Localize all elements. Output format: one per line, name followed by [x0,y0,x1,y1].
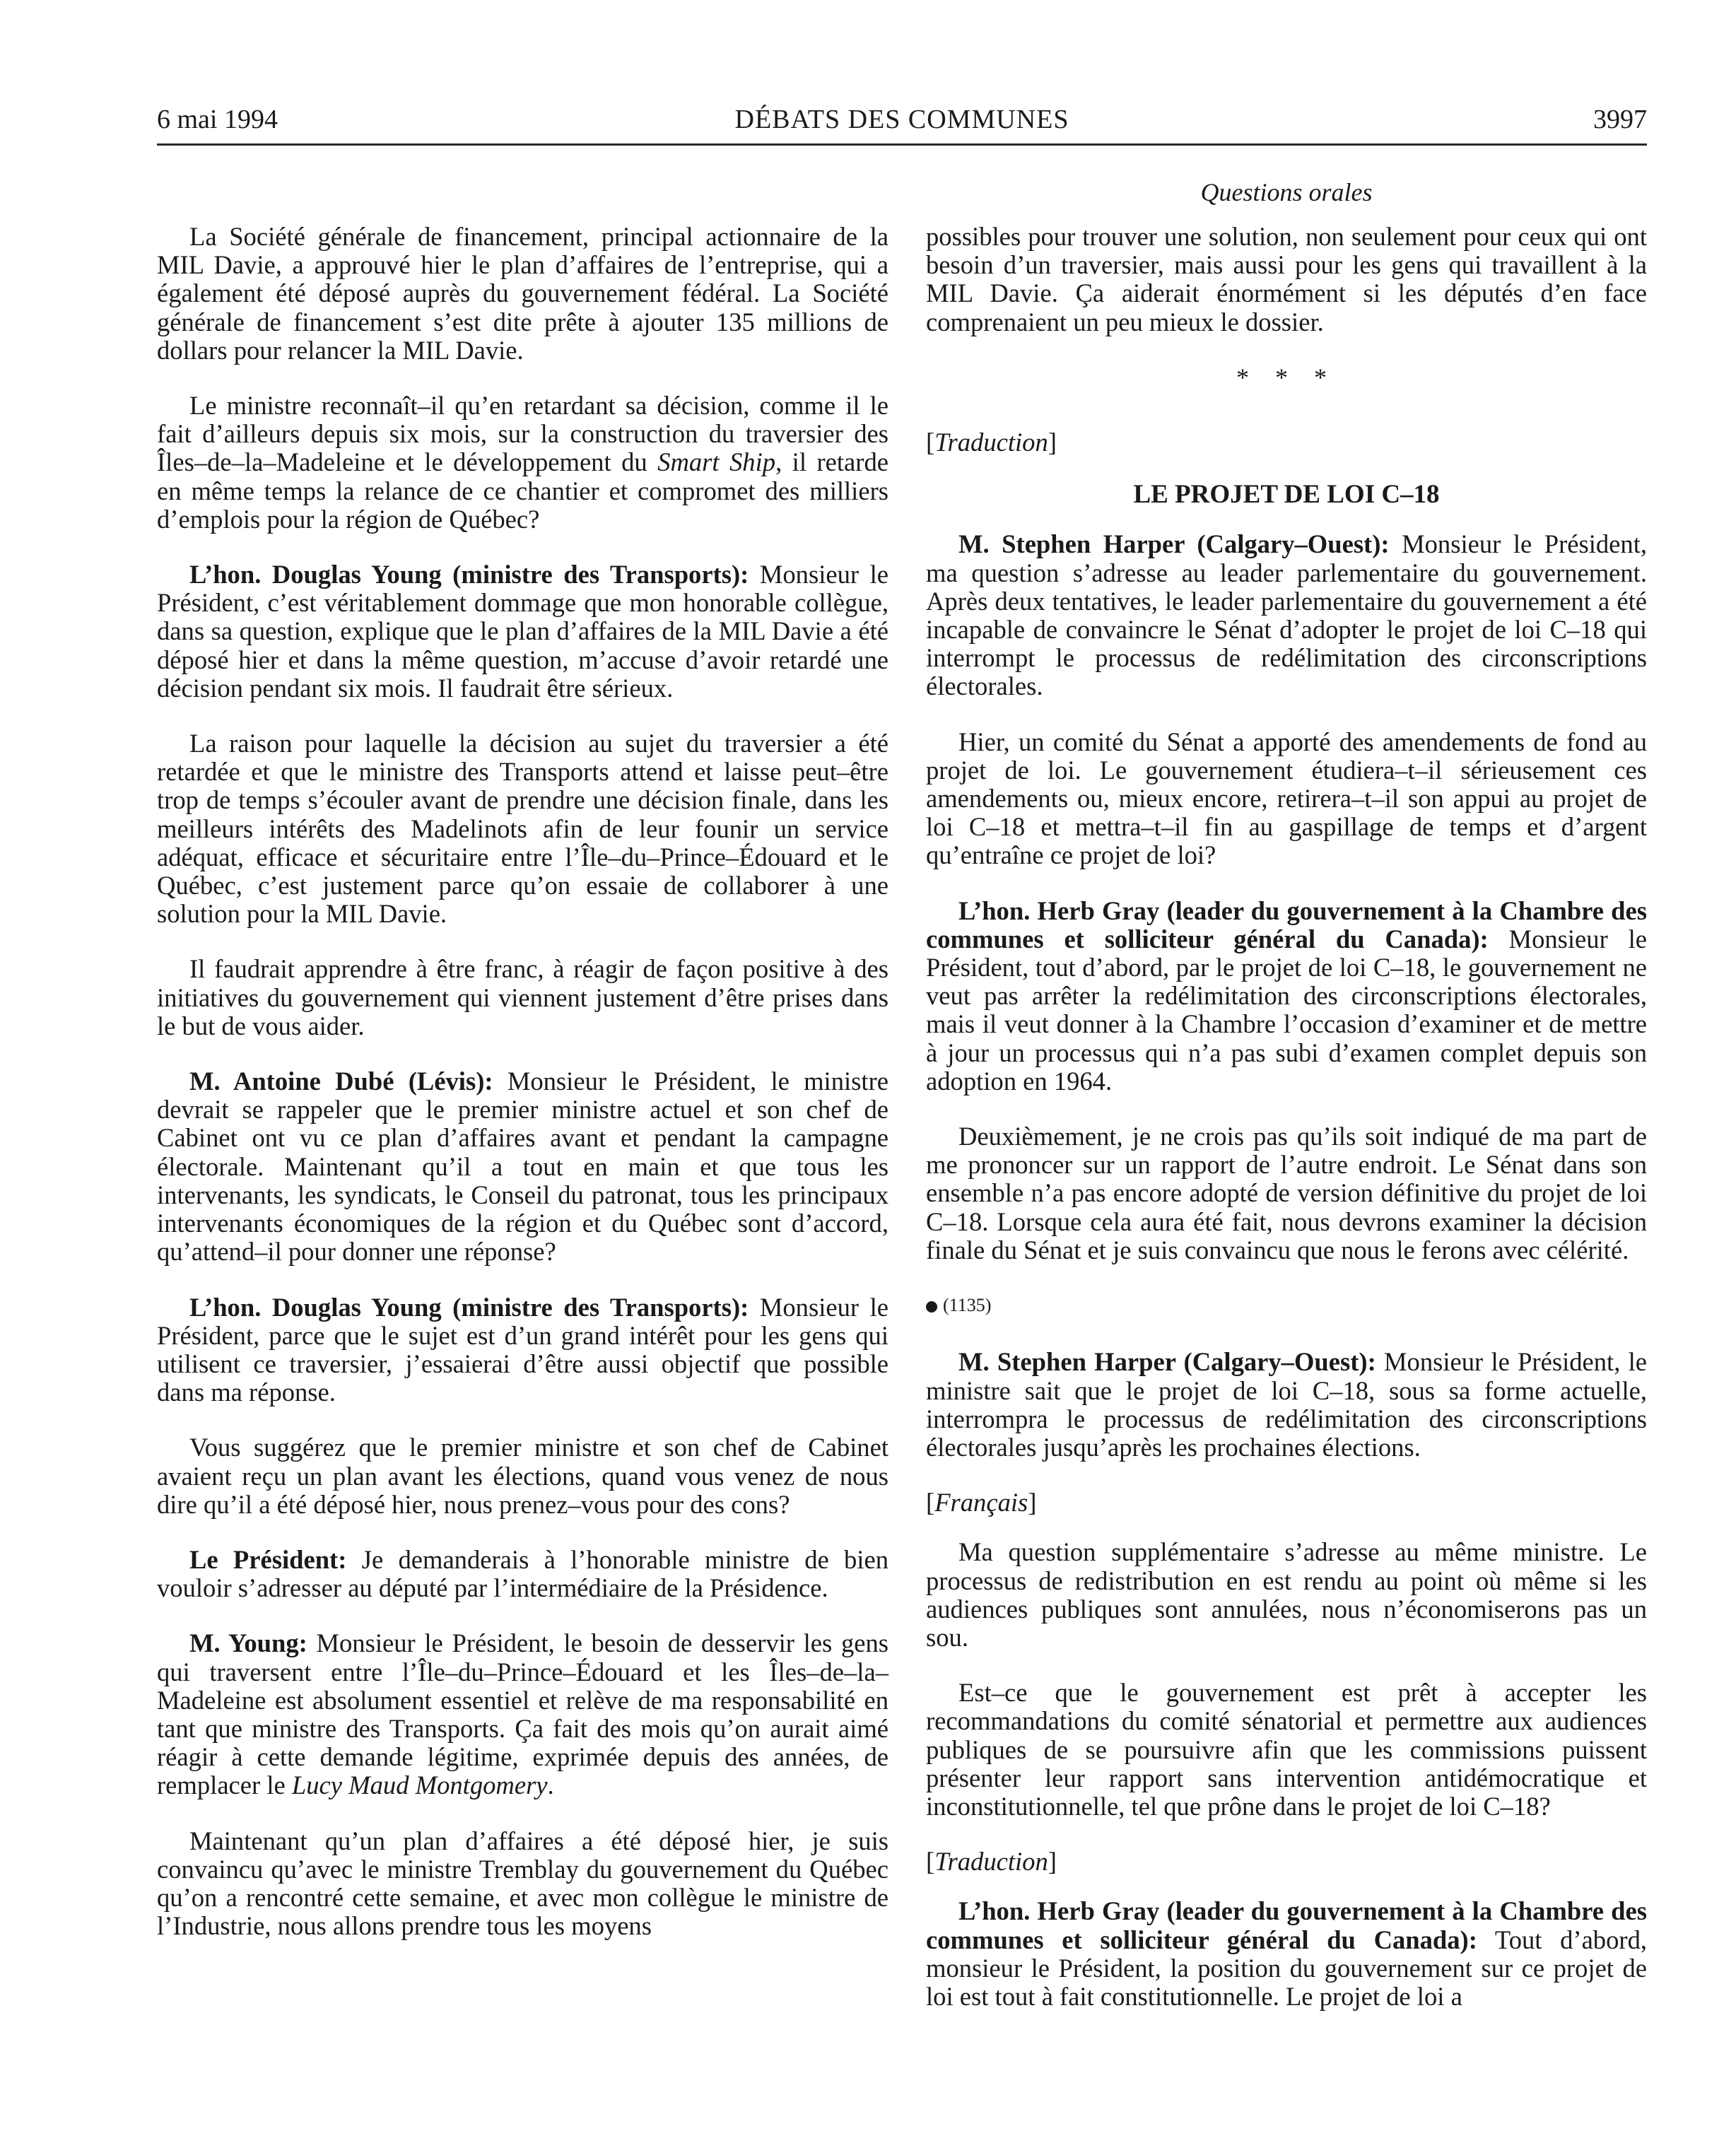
section-heading: LE PROJET DE LOI C–18 [1133,480,1440,510]
paragraph: possibles pour trouver une solution, non seulement pour ceux qui ont besoin d’un traversier, mais aussi pour les gens qui travaillent à la MIL Davie. Ça aiderait énormément si les députés d’en face comprenaient un peu mieux le dossier. [926,222,1647,336]
speaker-name: M. Stephen Harper (Calgary–Ouest): [958,529,1390,559]
paragraph: Maintenant qu’un plan d’affaires a été déposé hier, je suis convaincu qu’avec le ministre Tremblay du gouvernement du Québec qu’on a rencontré cette semaine, et avec mon collègue le ministre de l’Industrie, nous allons prendre tous les moyens [157,1826,888,1941]
right-column [926,223,1647,2038]
bullet-icon [926,1301,937,1313]
paragraph: Le ministre reconnaît–il qu’en retardant sa décision, comme il le fait d’ailleurs depuis six mois, sur la construction du traversier des Îles–de–la–Madeleine et le développement du Smart Ship, il retarde en même temps la relance de ce chantier et compromet des milliers d’emplois pour la région de Québec? [157,391,888,534]
speaker-name: M. Young: [189,1628,307,1658]
paragraph: Vous suggérez que le premier ministre et son chef de Cabinet avaient reçu un plan avant les élections, quand vous venez de nous dire qu’il a été déposé hier, nous prenez–vous pour des cons? [157,1433,888,1519]
language-marker: [Traduction] [926,1847,1057,1877]
section-label: Questions orales [1200,178,1373,206]
header-page-number: 3997 [1593,105,1647,134]
header-date: 6 mai 1994 [157,105,278,134]
header-rule [157,143,1647,146]
paragraph: Est–ce que le gouvernement est prêt à accepter les recommandations du comité sénatorial et permettre aux audiences publiques de se poursuivre afin que les commissions puissent présenter leur rapport sans intervention antidémocratique et inconstitutionnelle, tel que prône dans le projet de loi C–18? [926,1678,1647,1821]
paragraph: M. Antoine Dubé (Lévis): Monsieur le Président, le ministre devrait se rappeler que le premier ministre actuel et son chef de Cabinet ont vu ce plan d’affaires avant et pendant la campagne électorale. Maintenant qu’il a tout en main et que tous les intervenants, les syndicats, le Conseil du patronat, tous les principaux intervenants économiques de la région et du Québec sont d’accord, qu’attend–il pour donner une réponse? [157,1067,888,1267]
paragraph: M. Stephen Harper (Calgary–Ouest): Monsieur le Président, le ministre sait que le projet de loi C–18, sous sa forme actuelle, interrompra le processus de redélimitation des circonscriptions électorales jusqu’après les prochaines élections. [926,1347,1648,1462]
paragraph: M. Young: Monsieur le Président, le besoin de desservir les gens qui traversent entre l’Île–du–Prince–Édouard et les Îles–de–la–Madeleine est absolument essentiel et relève de ma responsabilité en tant que ministre des Transports. Ça fait des mois qu’on aurait aimé réagir à cette demande légitime, exprimée depuis des années, de remplacer le Lucy Maud Montgomery. [157,1628,889,1800]
section-separator: * * * [1236,363,1337,392]
timestamp: (1135) [926,1291,1647,1320]
speaker-name: M. Antoine Dubé (Lévis): [189,1067,493,1096]
paragraph: Deuxièmement, je ne crois pas qu’ils soit indiqué de ma part de me prononcer sur un rapport de l’autre endroit. Le Sénat dans son ensemble n’a pas encore adopté de version définitive du projet de loi C–18. Lorsque cela aura été fait, nous devrons examiner la décision finale du Sénat et je suis convaincu que nous le ferons avec célérité. [926,1122,1647,1264]
paragraph: La raison pour laquelle la décision au sujet du traversier a été retardée et que le ministre des Transports attend et laisse peut–être trop de temps s’écouler avant de prendre une décision finale, dans les meilleurs intérêts des Madelinots afin de leur founir un service adéquat, efficace et sécuritaire entre l’Île–du–Prince–Édouard et le Québec, c’est justement parce qu’on essaie de collaborer à une solution pour la MIL Davie. [157,729,888,929]
paragraph: Il faudrait apprendre à être franc, à réagir de façon positive à des initiatives du gouvernement qui viennent justement d’être prises dans le but de vous aider. [157,954,888,1040]
speaker-name: Le Président: [189,1544,347,1574]
speaker-name: L’hon. Douglas Young (ministre des Transports): [189,560,749,589]
paragraph: La Société générale de financement, principal actionnaire de la MIL Davie, a approuvé hier le plan d’affaires de l’entreprise, qui a également été déposé auprès du gouvernement fédéral. La Société générale de financement s’est dite prête à ajouter 135 millions de dollars pour relancer la MIL Davie. [157,222,888,365]
speaker-name: L’hon. Herb Gray (leader du gouvernement à la Chambre des communes et solliciteur général du Canada): [926,896,1647,953]
language-marker: [Traduction] [926,428,1057,457]
header-title: DÉBATS DES COMMUNES [734,105,1069,134]
paragraph: L’hon. Douglas Young (ministre des Transports): Monsieur le Président, c’est véritablement dommage que mon honorable collègue, dans sa question, explique que le plan d’affaires de la MIL Davie a été déposé hier et dans la même question, m’accuse d’avoir retardé une décision pendant six mois. Il faudrait être sérieux. [157,560,888,703]
language-marker: [Français] [926,1488,1037,1517]
left-column [157,223,888,1967]
paragraph: L’hon. Herb Gray (leader du gouvernement à la Chambre des communes et solliciteur général du Canada): Monsieur le Président, tout d’abord, par le projet de loi C–18, le gouvernement ne veut pas arrêter la redélimitation des circonscriptions électorales, mais il veut donner à la Chambre l’occasion d’examiner et de mettre à jour un processus qui n’a pas subi d’examen complet depuis son adoption en 1964. [926,896,1647,1096]
speaker-name: M. Stephen Harper (Calgary–Ouest): [958,1347,1376,1377]
page-header [157,103,1647,146]
speaker-name: L’hon. Douglas Young (ministre des Transports): [189,1292,749,1322]
paragraph: L’hon. Douglas Young (ministre des Transports): Monsieur le Président, parce que le sujet est d’un grand intérêt pour les gens qui utilisent ce traversier, j’essaierai d’être aussi objectif que possible dans ma réponse. [157,1292,888,1407]
paragraph: M. Stephen Harper (Calgary–Ouest): Monsieur le Président, ma question s’adresse au leader parlementaire du gouvernement. Après deux tentatives, le leader parlementaire du gouvernement a été incapable de convaincre le Sénat d’adopter le projet de loi C–18 qui interrompt le processus de redélimitation des circonscriptions électorales. [926,529,1647,701]
paragraph: Hier, un comité du Sénat a apporté des amendements de fond au projet de loi. Le gouvernement étudiera–t–il sérieusement ces amendements ou, mieux encore, retirera–t–il son appui au projet de loi C–18 et mettra–t–il fin au gaspillage de temps et d’argent qu’entraîne ce projet de loi? [926,727,1647,870]
speaker-name: L’hon. Herb Gray (leader du gouvernement à la Chambre des communes et solliciteur général du Canada): [926,1896,1647,1954]
paragraph: Ma question supplémentaire s’adresse au même ministre. Le processus de redistribution en est rendu au point où même si les audiences publiques sont annulées, nous n’économiserons pas un sou. [926,1537,1647,1652]
paragraph: Le Président: Je demanderais à l’honorable ministre de bien vouloir s’adresser au député par l’intermédiaire de la Présidence. [157,1544,888,1603]
paragraph: L’hon. Herb Gray (leader du gouvernement à la Chambre des communes et solliciteur général du Canada): Tout d’abord, monsieur le Président, la position du gouvernement sur ce projet de loi est tout à fait constitutionnelle. Le projet de loi a [926,1896,1647,2011]
